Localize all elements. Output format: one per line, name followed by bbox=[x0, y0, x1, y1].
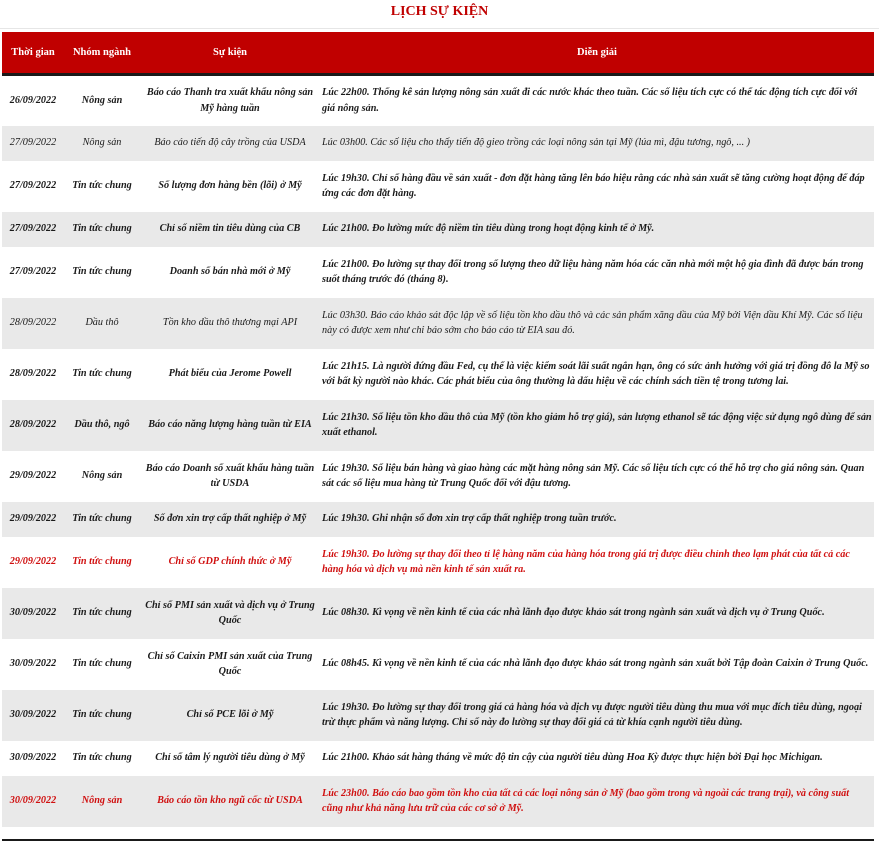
cell-group: Dầu thô bbox=[64, 298, 140, 349]
cell-group: Dầu thô, ngô bbox=[64, 400, 140, 451]
cell-date: 27/09/2022 bbox=[2, 212, 64, 247]
cell-description: Lúc 21h00. Khảo sát hàng tháng về mức độ tin cậy của người tiêu dùng Hoa Kỳ được thực hiện bởi Đại học Michigan. bbox=[322, 752, 823, 764]
cell-description: Lúc 21h30. Số liệu tồn kho dầu thô của Mỹ (tồn kho giảm hỗ trợ giá), sản lượng ethanol sẽ tác động việc sử dụng ngô dùng để sản xuất ethanol. bbox=[320, 400, 874, 451]
cell-description: Lúc 19h30. Đo lường sự thay đổi trong giá cả hàng hóa và dịch vụ được người tiêu dùng thu mua với mục đích tiêu dùng, ngoại trừ thực phẩm và năng lượng. Chỉ số này đo lường sự thay đổi giá cả từ khía cạnh người tiêu dùng. bbox=[320, 690, 874, 741]
cell-date: 30/09/2022 bbox=[2, 588, 64, 639]
table-row bbox=[2, 247, 874, 298]
cell-event: Chỉ số tâm lý người tiêu dùng ở Mỹ bbox=[155, 752, 305, 764]
cell-group: Tin tức chung bbox=[72, 368, 132, 380]
cell-event: Số đơn xin trợ cấp thất nghiệp ở Mỹ bbox=[140, 502, 320, 537]
cell-group: Tin tức chung bbox=[72, 658, 132, 670]
table-row bbox=[2, 639, 874, 690]
cell-description: Lúc 21h15. Là người đứng đầu Fed, cụ thể là việc kiểm soát lãi suất ngắn hạn, ông có sức ảnh hưởng với giá trị đồng đô la Mỹ so với bất kỳ người nào khác. Các phát biểu của ông thường là dấu hiệu về các chính sách tiền tệ trong tương lai. bbox=[322, 360, 870, 387]
table-body bbox=[2, 75, 874, 827]
cell-description: Lúc 03h30. Báo cáo khảo sát độc lập về số liệu tồn kho dầu thô và các sản phẩm xăng dầu của Mỹ bởi Viện dầu Khí Mỹ. Các số liệu này có được xem như chỉ báo sớm cho báo cáo từ EIA sau đó. bbox=[320, 298, 874, 349]
table-row bbox=[2, 502, 874, 537]
cell-event: Báo cáo năng lượng hàng tuần từ EIA bbox=[140, 400, 320, 451]
cell-date: 29/09/2022 bbox=[9, 556, 57, 568]
cell-event: Báo cáo Thanh tra xuất khẩu nông sản Mỹ hàng tuần bbox=[146, 87, 314, 114]
events-table bbox=[2, 32, 874, 827]
cell-description: Lúc 03h00. Các số liệu cho thấy tiến độ gieo trồng các loại nông sản tại Mỹ (lúa mì, đậu tương, ngô, ... ) bbox=[320, 126, 874, 161]
cell-group: Nông sản bbox=[81, 95, 123, 106]
table-row bbox=[2, 400, 874, 451]
cell-group: Tin tức chung bbox=[64, 502, 140, 537]
table-row bbox=[2, 537, 874, 588]
table-row bbox=[2, 161, 874, 212]
cell-description: Lúc 19h30. Ghi nhận số đơn xin trợ cấp thất nghiệp trong tuần trước. bbox=[320, 502, 874, 537]
table-row bbox=[2, 75, 874, 126]
table-row bbox=[2, 776, 874, 827]
cell-date: 28/09/2022 bbox=[2, 298, 64, 349]
cell-description: Lúc 19h30. Số liệu bán hàng và giao hàng các mặt hàng nông sản Mỹ. Các số liệu tích cực có thể hỗ trợ cho giá nông sản. Quan sát các số liệu mua hàng từ Trung Quốc đối với đậu tương. bbox=[322, 462, 865, 489]
cell-event: Chỉ số PMI sản xuất và dịch vụ ở Trung Quốc bbox=[140, 588, 320, 639]
cell-description: Lúc 08h30. Kì vọng về nền kinh tế của các nhà lãnh đạo được khảo sát trong ngành sản xuất và dịch vụ ở Trung Quốc. bbox=[320, 588, 874, 639]
cell-event: Chỉ số niềm tin tiêu dùng của CB bbox=[140, 212, 320, 247]
table-row bbox=[2, 588, 874, 639]
table-row bbox=[2, 349, 874, 400]
cell-description: Lúc 21h00. Đo lường sự thay đổi trong số lượng theo dữ liệu hàng năm hóa các căn nhà mới một hộ gia đình đã được bán trong suốt tháng trước đó (tháng 8). bbox=[322, 258, 864, 285]
divider bbox=[0, 28, 879, 29]
cell-event: Chỉ số GDP chính thức ở Mỹ bbox=[168, 556, 292, 568]
cell-description: Lúc 19h30. Chỉ số hàng đầu về sản xuất - đơn đặt hàng tăng lên báo hiệu rằng các nhà sản xuất sẽ tăng cường hoạt động để đáp ứng các đơn đặt hàng. bbox=[322, 172, 865, 199]
cell-event: Doanh số bán nhà mới ở Mỹ bbox=[169, 266, 291, 278]
table-row bbox=[2, 690, 874, 741]
table-row bbox=[2, 212, 874, 247]
cell-event: Chỉ số PCE lõi ở Mỹ bbox=[140, 690, 320, 741]
cell-event: Báo cáo Doanh số xuất khẩu hàng tuần từ USDA bbox=[145, 462, 315, 489]
cell-event: Số lượng đơn hàng bền (lõi) ở Mỹ bbox=[158, 180, 302, 192]
cell-date: 29/09/2022 bbox=[9, 470, 57, 482]
cell-date: 30/09/2022 bbox=[2, 690, 64, 741]
cell-date: 28/09/2022 bbox=[9, 368, 57, 380]
cell-group: Tin tức chung bbox=[64, 690, 140, 741]
cell-date: 30/09/2022 bbox=[9, 658, 57, 670]
cell-description: Lúc 19h30. Đo lường sự thay đổi theo tỉ lệ hàng năm của hàng hóa trong giá trị được điều chỉnh theo lạm phát của tất cả các hàng hóa và dịch vụ mà nền kinh tế sản xuất ra. bbox=[322, 548, 850, 575]
cell-group: Tin tức chung bbox=[72, 752, 132, 764]
cell-date: 26/09/2022 bbox=[9, 95, 57, 106]
cell-description: Lúc 21h00. Đo lường mức độ niềm tin tiêu dùng trong hoạt động kinh tế ở Mỹ. bbox=[320, 212, 874, 247]
cell-description: Lúc 22h00. Thống kê sản lượng nông sản xuất đi các nước khác theo tuần. Các số liệu tích cực có thể tác động tích cực đối với giá nông sản. bbox=[322, 87, 858, 114]
cell-group: Tin tức chung bbox=[64, 588, 140, 639]
cell-group: Tin tức chung bbox=[64, 212, 140, 247]
page-title: LỊCH SỰ KIỆN bbox=[390, 4, 489, 19]
table-header-row bbox=[2, 32, 874, 75]
cell-date: 30/09/2022 bbox=[2, 776, 64, 827]
cell-group: Nông sản bbox=[64, 126, 140, 161]
table-row bbox=[2, 451, 874, 502]
bottom-border bbox=[2, 839, 874, 841]
cell-group: Tin tức chung bbox=[72, 266, 132, 278]
table-row bbox=[2, 126, 874, 161]
cell-date: 27/09/2022 bbox=[9, 266, 57, 278]
cell-event: Chỉ số Caixin PMI sản xuất của Trung Quốc bbox=[147, 650, 313, 677]
table-row bbox=[2, 741, 874, 776]
cell-event: Báo cáo tồn kho ngũ cốc từ USDA bbox=[140, 776, 320, 827]
cell-date: 28/09/2022 bbox=[2, 400, 64, 451]
table-row bbox=[2, 298, 874, 349]
cell-description: Lúc 08h45. Kì vọng về nền kinh tế của các nhà lãnh đạo được khảo sát trong ngành sản xuất bởi Tập đoàn Caixin ở Trung Quốc. bbox=[322, 658, 869, 670]
cell-event: Báo cáo tiến độ cây trồng của USDA bbox=[140, 126, 320, 161]
cell-date: 30/09/2022 bbox=[9, 752, 57, 764]
header-event: Sự kiện bbox=[140, 32, 320, 75]
cell-group: Nông sản bbox=[81, 470, 123, 482]
cell-description: Lúc 23h00. Báo cáo bao gồm tồn kho của tất cả các loại nông sản ở Mỹ (bao gồm trong và ngoài các trang trại), và công suất cũng như khả năng lưu trữ của các cơ sở ở Mỹ. bbox=[320, 776, 874, 827]
cell-event: Phát biểu của Jerome Powell bbox=[168, 368, 292, 380]
header-description: Diễn giải bbox=[320, 32, 874, 75]
header-group: Nhóm ngành bbox=[64, 32, 140, 75]
header-date: Thời gian bbox=[2, 32, 64, 75]
cell-group: Tin tức chung bbox=[72, 556, 132, 568]
cell-date: 27/09/2022 bbox=[9, 180, 57, 192]
cell-event: Tồn kho dầu thô thương mại API bbox=[140, 298, 320, 349]
cell-group: Nông sản bbox=[64, 776, 140, 827]
cell-group: Tin tức chung bbox=[72, 180, 132, 192]
cell-date: 27/09/2022 bbox=[2, 126, 64, 161]
cell-date: 29/09/2022 bbox=[2, 502, 64, 537]
